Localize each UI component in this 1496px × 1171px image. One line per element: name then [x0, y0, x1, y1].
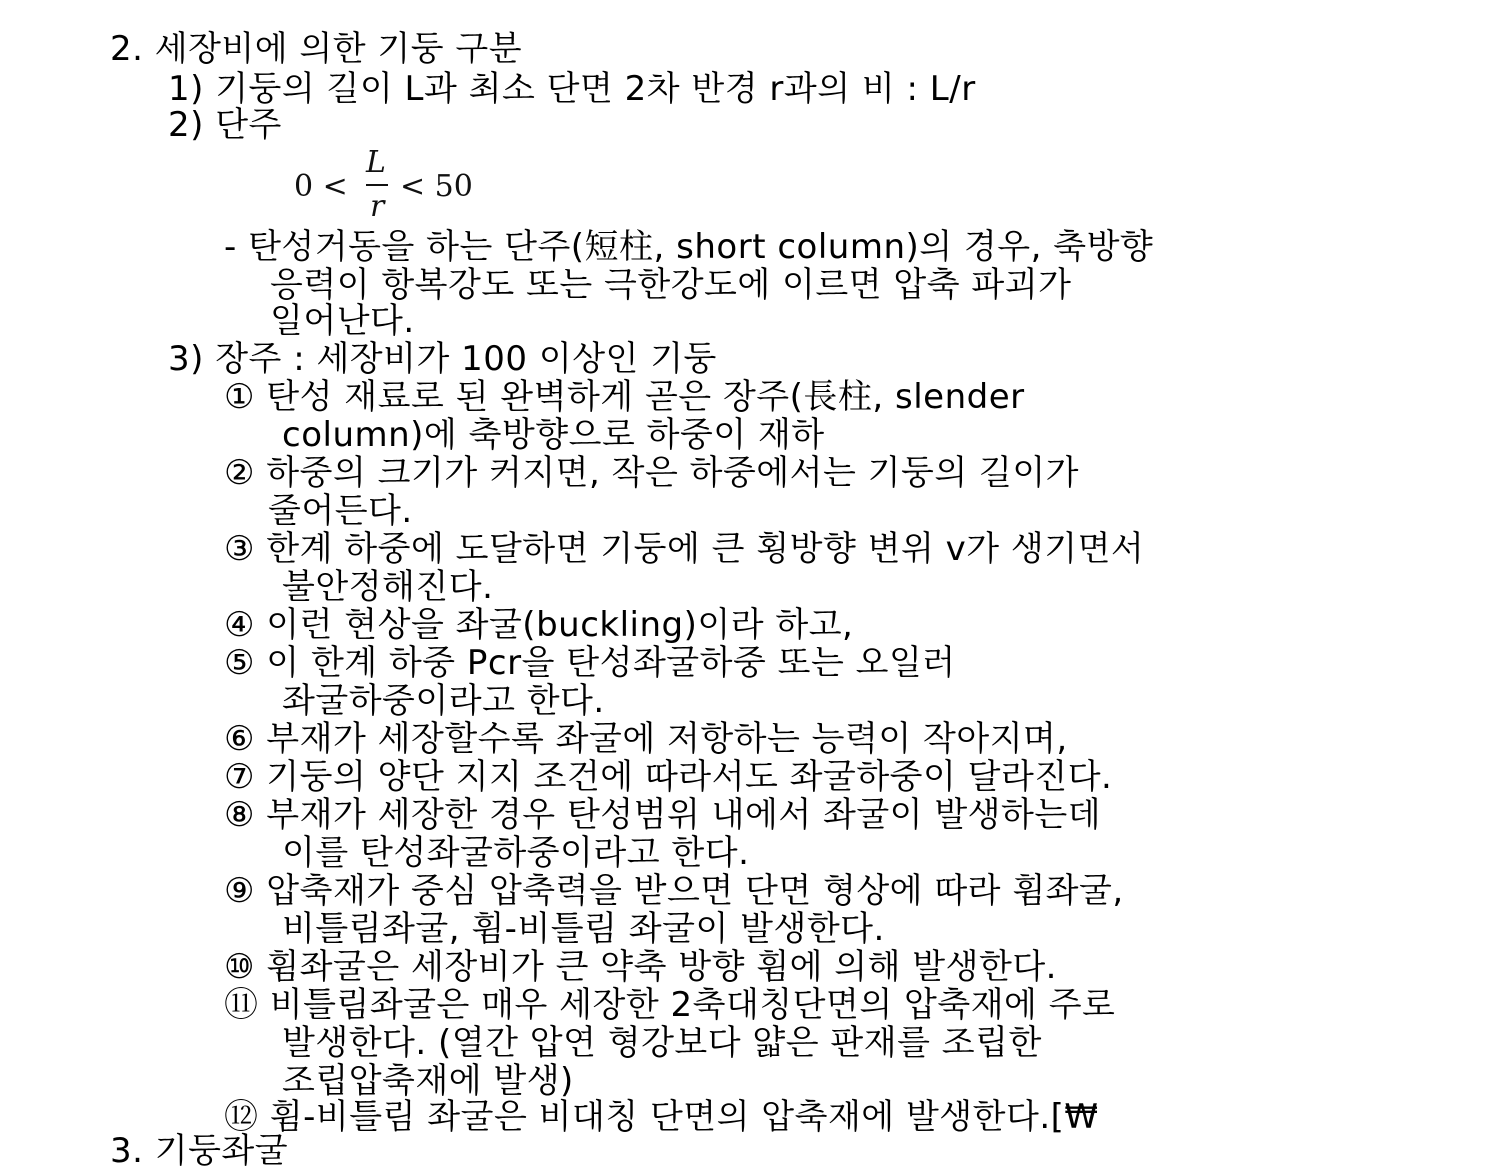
short-column-line-3: 일어난다.: [270, 301, 415, 341]
point-3-line-1: ③ 한계 하중에 도달하면 기둥에 큰 횡방향 변위 v가 생기면서: [224, 529, 1145, 569]
point-12: ⑫ 휨-비틀림 좌굴은 비대칭 단면의 압축재에 발생한다.[₩: [224, 1097, 1099, 1137]
point-3-line-2: 불안정해진다.: [282, 567, 494, 607]
section-heading: 2. 세장비에 의한 기둥 구분: [110, 29, 523, 69]
item-2: 2) 단주: [168, 105, 282, 145]
point-5-line-2: 좌굴하중이라고 한다.: [282, 681, 605, 721]
formula-left: 0 <: [294, 169, 348, 204]
slenderness-formula: [294, 146, 504, 222]
next-section-heading: 3. 기둥좌굴: [110, 1131, 289, 1171]
point-2-line-2: 줄어든다.: [268, 491, 413, 531]
short-column-line-1: - 탄성거동을 하는 단주(短柱, short column)의 경우, 축방향: [224, 227, 1154, 267]
item-1: 1) 기둥의 길이 L과 최소 단면 2차 반경 r과의 비 : L/r: [168, 69, 976, 109]
point-1-line-2: column)에 축방향으로 하중이 재하: [282, 415, 825, 455]
point-10: ⑩ 휨좌굴은 세장비가 큰 약축 방향 휨에 의해 발생한다.: [224, 947, 1057, 987]
point-8-line-2: 이를 탄성좌굴하중이라고 한다.: [282, 833, 750, 873]
point-7: ⑦ 기둥의 양단 지지 조건에 따라서도 좌굴하중이 달라진다.: [224, 757, 1113, 797]
formula-denominator: r: [370, 189, 385, 224]
point-6: ⑥ 부재가 세장할수록 좌굴에 저항하는 능력이 작아지며,: [224, 719, 1068, 759]
short-column-line-2: 응력이 항복강도 또는 극한강도에 이르면 압축 파괴가: [270, 265, 1072, 305]
formula-numerator: L: [366, 145, 386, 180]
point-1-line-1: ① 탄성 재료로 된 완벽하게 곧은 장주(長柱, slender: [224, 377, 1025, 417]
point-9-line-2: 비틀림좌굴, 휨-비틀림 좌굴이 발생한다.: [282, 909, 885, 949]
point-4: ④ 이런 현상을 좌굴(buckling)이라 하고,: [224, 605, 854, 645]
fraction-bar: [366, 184, 388, 186]
point-2-line-1: ② 하중의 크기가 커지면, 작은 하중에서는 기둥의 길이가: [224, 453, 1080, 493]
point-5-line-1: ⑤ 이 한계 하중 Pcr을 탄성좌굴하중 또는 오일러: [224, 643, 956, 683]
formula-right: < 50: [400, 169, 473, 204]
point-11-line-3: 조립압축재에 발생): [282, 1061, 574, 1101]
point-8-line-1: ⑧ 부재가 세장한 경우 탄성범위 내에서 좌굴이 발생하는데: [224, 795, 1102, 835]
point-11-line-1: ⑪ 비틀림좌굴은 매우 세장한 2축대칭단면의 압축재에 주로: [224, 985, 1116, 1025]
point-11-line-2: 발생한다. (열간 압연 형강보다 얇은 판재를 조립한: [282, 1023, 1042, 1063]
item-3: 3) 장주 : 세장비가 100 이상인 기둥: [168, 339, 717, 379]
point-9-line-1: ⑨ 압축재가 중심 압축력을 받으면 단면 형상에 따라 휨좌굴,: [224, 871, 1124, 911]
